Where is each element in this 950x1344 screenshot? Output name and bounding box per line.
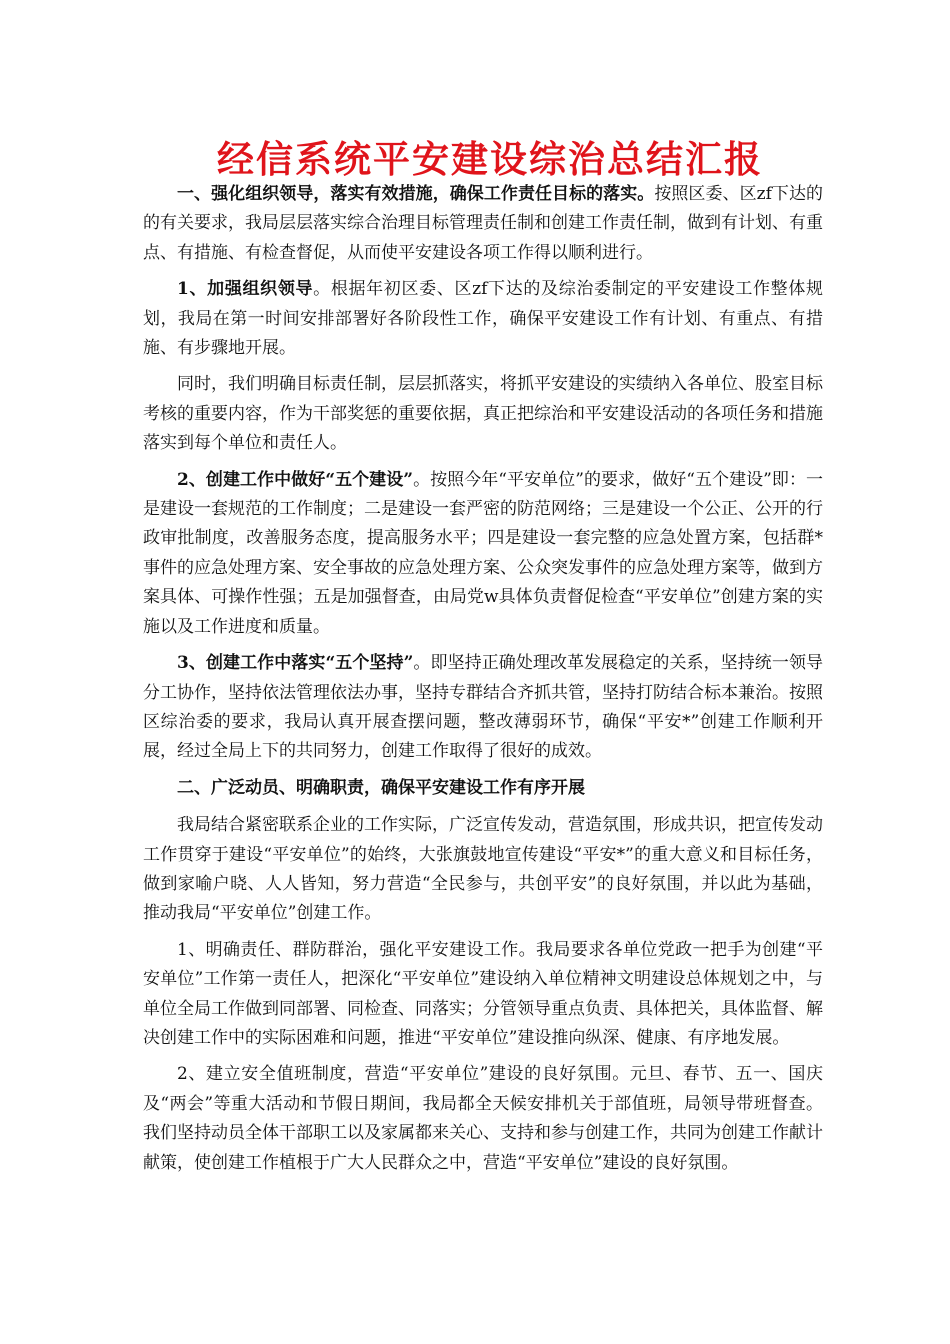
paragraph-5 [143,649,823,767]
paragraph-3-text: 同时，我们明确目标责任制，层层抓落实，将抓平安建设的实绩纳入各单位、股室目标考核的重要内容，作为干部奖惩的重要依据，真正把综治和平安建设活动的各项任务和措施落实到每个单位和责任人。 [143,374,823,454]
paragraph-4-text: 。按照今年“平安单位”的要求，做好“五个建设”即：一是建设一套规范的工作制度；二是建设一套严密的防范网络；三是建设一个公正、公开的行政审批制度，改善服务态度，提高服务水平；四是建设一套完整的应急处置方案，包括群*事件的应急处理方案、安全事故的应急处理方案、公众突发事件的应急处理方案等，做到方案具体、可操作性强；五是加强督查，由局党w具体负责督促检查“平安单位”创建方案的实施以及工作进度和质量。 [143,469,823,637]
paragraph-2-text: 。根据年初区委、区zf下达的及综治委制定的平安建设工作整体规划，我局在第一时间安排部署好各阶段性工作，确保平安建设工作有计划、有重点、有措施、有步骤地开展。 [143,279,823,359]
document-body [143,180,823,1185]
paragraph-3 [143,370,823,458]
paragraph-5-lead: 3、创建工作中落实“五个坚持” [177,653,414,674]
paragraph-1-lead: 一、强化组织领导，落实有效措施，确保工作责任目标的落实。 [177,184,655,204]
paragraph-8-text: 1、明确责任、群防群治，强化平安建设工作。我局要求各单位党政一把手为创建“平安单位”工作第一责任人，把深化“平安单位”建设纳入单位精神文明建设总体规划之中，与单位全局工作做到同部署、同检查、同落实；分管领导重点负责、具体把关，具体监督、解决创建工作中的实际困难和问题，推进“平安单位”建设推向纵深、健康、有序地发展。 [143,939,823,1048]
section-2-heading [143,774,823,803]
paragraph-2 [143,275,823,363]
paragraph-2-lead: 1、加强组织领导 [177,279,314,300]
section-2-heading-text: 二、广泛动员、明确职责，确保平安建设工作有序开展 [177,777,585,798]
paragraph-4-lead: 2、创建工作中做好“五个建设” [177,469,414,490]
document-title: 经信系统平安建设综治总结汇报 [217,137,763,181]
paragraph-9-text: 2、建立安全值班制度，营造“平安单位”建设的良好氛围。元旦、春节、五一、国庆及“两会”等重大活动和节假日期间，我局都全天候安排机关于部值班，局领导带班督查。我们坚持动员全体干部职工以及家属都来关心、支持和参与创建工作，共同为创建工作献计献策，使创建工作植根于广大人民群众之中，营造“平安单位”建设的良好氛围。 [143,1064,823,1173]
paragraph-1-text: 按照区委、区zf下达的的有关要求，我局层层落实综合治理目标管理责任制和创建工作责任制，做到有计划、有重点、有措施、有检查督促，从而使平安建设各项工作得以顺利进行。 [143,184,824,263]
paragraph-1 [143,180,823,268]
paragraph-7 [143,811,823,929]
paragraph-9 [143,1060,823,1178]
paragraph-5-text: 。即坚持正确处理改革发展稳定的关系，坚持统一领导分工协作，坚持依法管理依法办事，坚持专群结合齐抓共管，坚持打防结合标本兼治。按照区综治委的要求，我局认真开展查摆问题，整改薄弱环节，确保“平安*”创建工作顺利开展，经过全局上下的共同努力，创建工作取得了很好的成效。 [143,653,824,762]
paragraph-8 [143,936,823,1054]
paragraph-7-text: 我局结合紧密联系企业的工作实际，广泛宣传发动，营造氛围，形成共识，把宣传发动工作贯穿于建设“平安单位”的始终，大张旗鼓地宣传建设“平安*”的重大意义和目标任务，做到家喻户晓、人人皆知，努力营造“全民参与，共创平安”的良好氛围，并以此为基础，推动我局“平安单位”创建工作。 [143,815,823,924]
paragraph-4 [143,466,823,642]
